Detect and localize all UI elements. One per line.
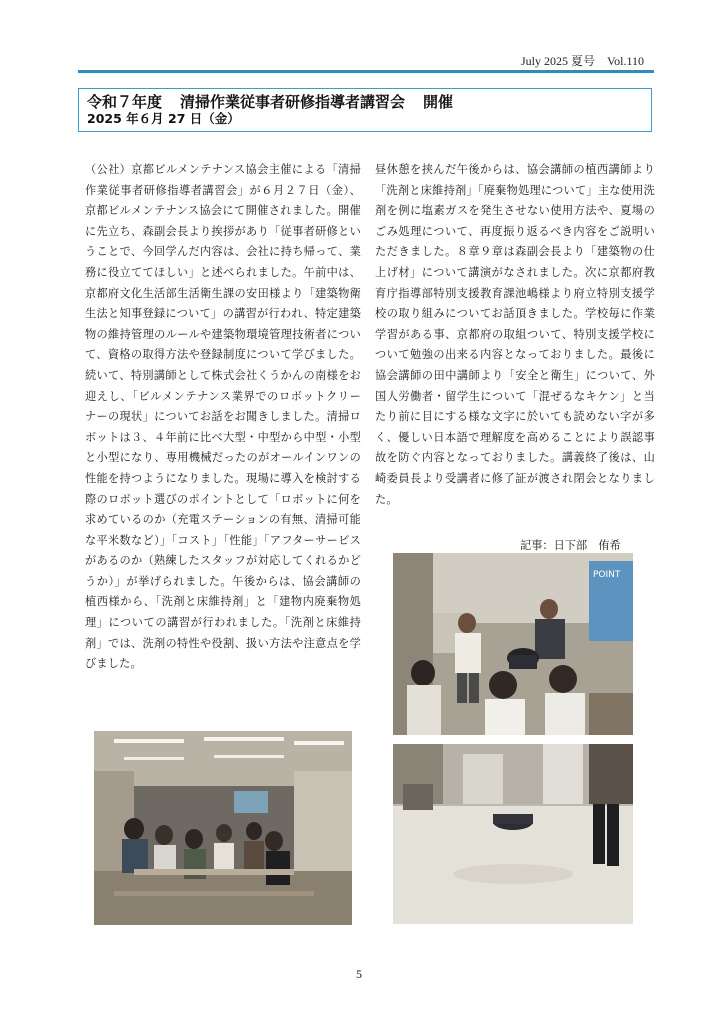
article-date: 2025 年６月 27 日（金） — [87, 111, 240, 126]
article-author: 記事：日下部 侑希 — [520, 539, 621, 552]
header-rule — [78, 70, 654, 73]
article-left-column — [85, 160, 361, 675]
title-suffix: 開催 — [423, 93, 454, 111]
issue-header: July 2025 夏号 Vol.110 — [520, 54, 644, 68]
article-title — [87, 93, 643, 111]
right-column-text: 昼休憩を挟んだ午後からは、協会講師の植西講師より「洗剤と床維持剤」「廃棄物処理について」主な使用洗剤を例に塩素ガスを発生させない使用方法や、夏場のごみ処理について、再度振り返るべき内容をご説明いただきました。８章９章は森副会長より「建築物の仕上げ材」について講演がなされました。次に京都府教育庁指導部特別支援教育課池嶋様より府立特別支援学校の取り組みについてお話頂きました。学校毎に作業学習がある事、京都府の取組ついて、特別支援学校について勉強の出来る内容となっておりました。最後に協会講師の田中講師より「安全と衛生」について、外国人労働者・留学生について「混ぜるなキケン」と当たり前に目にする様な文字に於いても読めない字が多く、優しい日本語で理解度を高めることにより誤認事故を防ぐ内容となっておりました。講義終了後は、山崎委員長より受講者に修了証が渡され閉会となりました。 — [375, 163, 655, 506]
photo-seminar-room — [94, 731, 352, 925]
left-column-text: （公社）京都ビルメンテナンス協会主催による「清掃作業従事者研修指導者講習会」が６月２７日（金）、京都ビルメンテナンス協会にて開催されました。開催に先立ち、森副会長より挨拶があり「従事者研修ということで、今回学んだ内容は、会社に持ち帰って、業務に役立ててほしい」と述べられました。午前中は、京都府文化生活部生活衛生課の安田様より「建築物衛生法と知事登録について」の講習が行われ、特定建築物の維持管理のルールや建築物環境管理技術者について、資格の取得方法や登録制度について学びました。続いて、特別講師として株式会社くうかんの南様をお迎えし、「ビルメンテナンス業界でのロボットクリーナーの現状」についてお話をお聞きしました。清掃ロボットは３、４年前に比べ大型・中型から中型・小型と小型になり、専用機械だったのがオールインワンの性能を持つようになりました。現場に導入を検討する際のロボット選びのポイントとして「ロボットに何を求めているのか（充電ステーションの有無、清掃可能な平米数など）」「コスト」「性能」「アフターサービスがあるのか（熟練したスタッフが対応してくれるかどうか）」が挙げられました。午後からは、協会講師の植西様から、「洗剤と床維持剤」と「建物内廃棄物処理」についての講習が行われました。「洗剤と床維持剤」では、洗剤の特性や役割、扱い方法や注意点を学びました。 — [85, 163, 361, 671]
title-year: 令和７年度 — [87, 93, 163, 111]
title-main: 清掃作業従事者研修指導者講習会 — [180, 93, 406, 111]
page-number: 5 — [356, 967, 362, 981]
slide-text: POINT — [593, 570, 621, 580]
photo-robot-floor — [393, 744, 633, 924]
article-right-column — [375, 160, 655, 510]
article-title-box — [78, 88, 652, 132]
photo-lecturer-robot — [393, 553, 633, 735]
